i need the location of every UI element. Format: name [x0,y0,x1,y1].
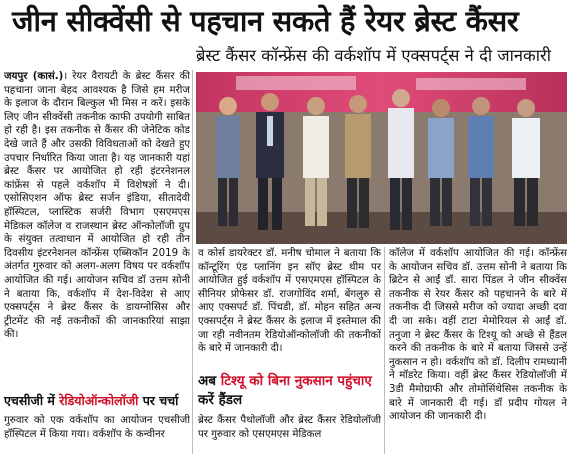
group-photo-image [196,72,567,244]
article-column-1 [4,70,190,384]
dateline: जयपुर (कासं.) [4,71,64,82]
section-heading-part2: रेडियोऑन्कोलॉजी [59,393,139,408]
article-body-1: । रेयर वैरायटी के ब्रेस्ट कैंसर की पहचाना जाना बेहद आवश्यक है जिसे हम मरीज के इलाज के दौरान बिल्कुल भी मिस न करें। इसके लिए जीन सीक्वेंसी तकनीक काफी उपयोगी साबित हो रही है। इस तकनीक से कैंसर की जेनेटिक कोड देखे जाते हैं और उसकी विविधताओं को देखते हुए उपचार निर्धारित किया जाता है। यह जानकारी यहां ब्रेस्ट कैंसर पर आयोजित हो रही इंटरनेशनल कांफ्रेंस से पहले वर्कशॉप में विशेषज्ञों ने दी। एसोसिएशन ऑफ ब्रेस्ट सर्जन इंडिया, सीतादेवी हॉस्पिटल, प्लास्टिक सर्जरी विभाग एसएमएस मेडिकल कॉलेज व राजस्थान ब्रेस्ट ऑन्कोलॉजी ग्रुप के संयुक्त तत्वाधान में आयोजित हो रही तीन दिवसीय इंटरनेशनल कॉन्फ्रेंस एब्सिकॉन 2019 के अंतर्गत गुरुवार को अलग-अलग विषय पर वर्कशॉप आयोजित की गई। आयोजन सचिव डॉ उत्तम सोनी ने बताया कि, वर्कशॉप में देश-विदेश से आए एक्सपर्ट्स ने ब्रेस्ट कैंसर के डायग्नोसिस और ट्रीटमेंट की नई तकनीकों की जानकारियां साझा की। [4,71,190,341]
column-divider [384,247,385,454]
subheadline: ब्रेस्ट कैंसर कॉन्फ्रेंस की वर्कशॉप में एक्सपर्ट्स ने दी जानकारी [196,46,551,65]
section-heading-part3: पर चर्चा [142,393,179,408]
article-column-1b: गुरुवार को एक वर्कशॉप का आयोजन एचसीजी हॉस्पिटल में किया गया। वर्कशॉप के कन्वीनर [4,415,190,440]
article-column-2: व कोर्स डायरेक्टर डॉ. मनीष चोमाल ने बताया कि कॉन्टूरिंग एंड प्लानिंग इन सॉए ब्रेस्ट थीम पर आयोजित हुई वर्कशॉप में एसएमएस हॉस्पिटल के सीनियर प्रोफेसर डॉ. राजगोविंद शर्मा, बेंगलुरु से आए एक्सपर्ट डॉ. पिंचडी, डॉ. मोहन सहित अन्य एक्सपर्ट्स ने ब्रेस्ट कैंसर के इलाज में इस्तेमाल की जा रही नवीनतम रेडियोऑन्कोलॉजी की तकनीकों के बारे में जानकारी दी। [198,248,381,355]
headline: जीन सीक्वेंसी से पहचान सकते हैं रेयर ब्रेस्ट कैंसर [12,4,519,38]
workshop-photo [196,72,567,244]
section-heading-part1: एचसीजी में [4,393,55,408]
callout-part1: अब [198,373,217,389]
column-divider [192,70,193,454]
article-column-3: कॉलेज में वर्कशॉप आयोजित की गई। कॉन्फ्रेंस के आयोजन सचिव डॉ. उत्तम सोनी ने बताया कि ब्रिटेन से आईं डॉ. सारा पिंडल ने जीन सीक्वेंस तकनीक से रेयर कैंसर को पहचानने के बारे में तकनीक दी जिससे मरीज को ज्यादा अच्छी दवा दी जा सके। वहीं टाटा मेमोरियल से आईं डॉ. तनुजा ने ब्रेस्ट कैंसर के टिश्यू को अच्छे से हैंडल करने की तकनीक के बारे में बताया जिससे उन्हें नुकसान न हो। वर्कशॉप को डॉ. दिलीप रामध्यानी ने मॉडरेट किया। वहीं ब्रेस्ट कैंसर रेडियोलॉजी में 3डी मैमोग्राफी और तोमोसिंथेसिस तकनीक के बारे में जानकारी दी गई। डॉ प्रदीप गोयल ने आयोजन की जानकारी दी। [389,248,567,423]
callout-part2: टिश्यू को बिना नुकसान पहुंचाए [220,373,372,389]
article-column-2b: ब्रेस्ट कैंसर पैथोलॉजी और ब्रेस्ट कैंसर रेडियोलॉजी पर गुरुवार को एसएमएस मेडिकल [198,415,381,440]
section-heading [4,391,190,411]
callout-part3: करें हैंडल [198,392,243,408]
callout-heading [198,372,381,412]
